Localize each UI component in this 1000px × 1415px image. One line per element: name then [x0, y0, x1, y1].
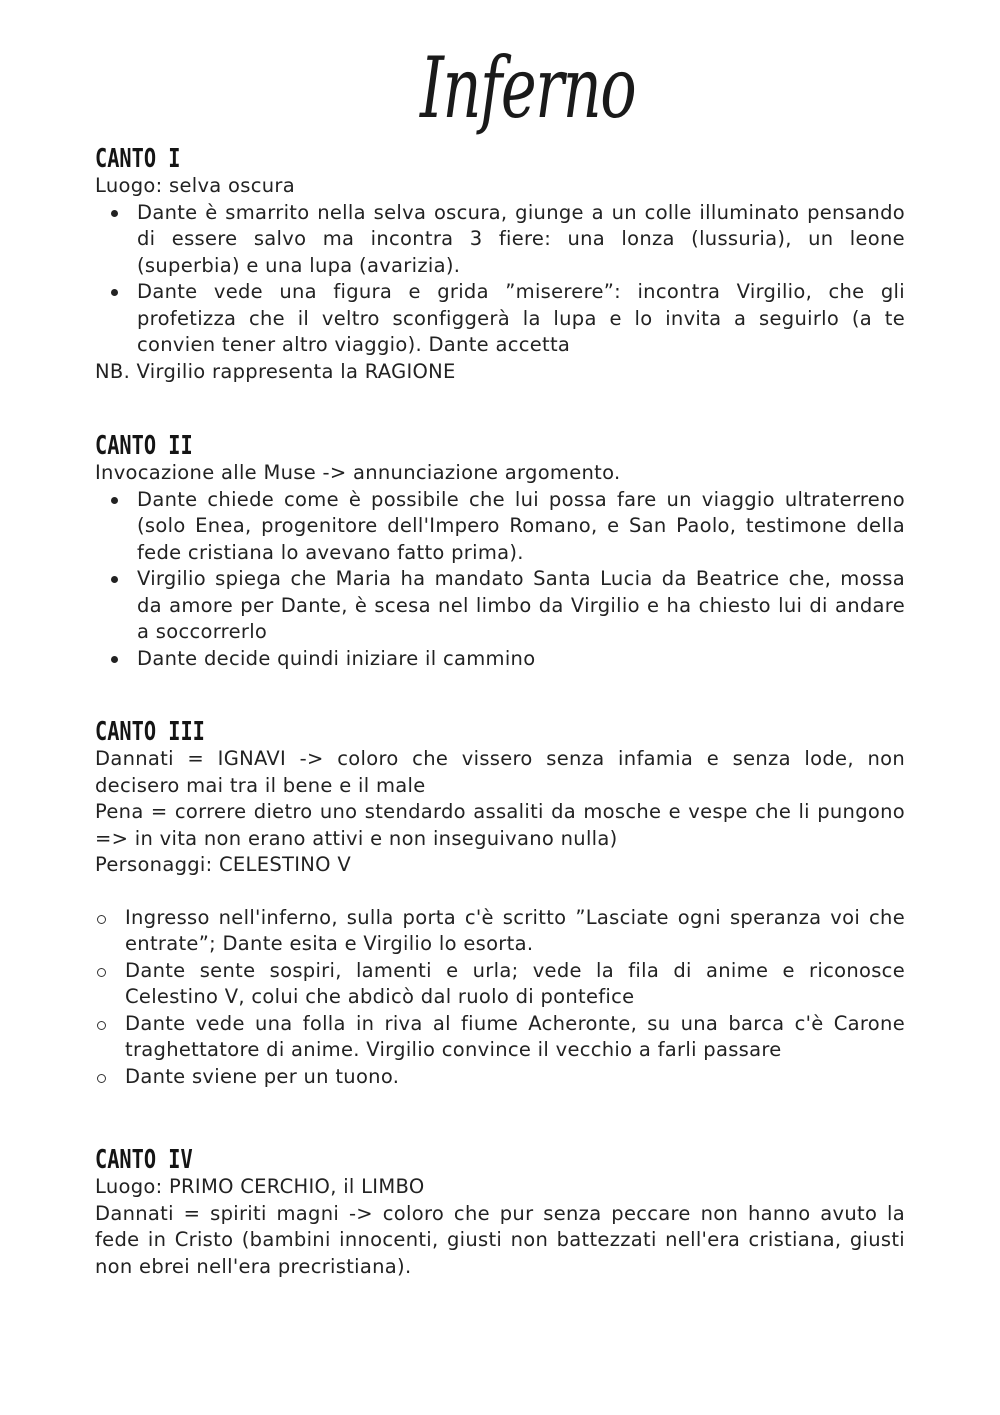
canto-2-heading: CANTO II: [95, 431, 193, 461]
list-item: Virgilio spiega che Maria ha mandato Santa Lucia da Beatrice che, mossa da amore per Dante, è scesa nel limbo da Virgilio e ha chiesto lui di andare a soccorrerlo: [95, 566, 905, 646]
list-item: Dante vede una figura e grida ”miserere”: incontra Virgilio, che gli profetizza che il veltro sconfiggerà la lupa e lo invita a seguirlo (a te convien tener altro viaggio). Dante accetta: [95, 279, 905, 359]
bullet-dot-icon: [111, 289, 118, 296]
bullet-dot-icon: [111, 497, 118, 504]
bullet-circle-icon: [97, 915, 106, 924]
canto-3-heading: CANTO III: [95, 717, 205, 747]
page-title: Inferno: [420, 39, 636, 137]
bullet-dot-icon: [111, 210, 118, 217]
bullet-dot-icon: [111, 576, 118, 583]
canto-3-bullet-list: [95, 905, 905, 1091]
canto-1-bullet-list: [95, 200, 905, 359]
canto-2-intro: Invocazione alle Muse -> annunciazione argomento.: [95, 461, 621, 484]
list-item: Dante sviene per un tuono.: [95, 1064, 905, 1091]
canto-2-bullet-list: [95, 487, 905, 673]
list-item: Ingresso nell'inferno, sulla porta c'è scritto ”Lasciate ogni speranza voi che entrate”; Dante esita e Virgilio lo esorta.: [95, 905, 905, 958]
canto-1-luogo: Luogo: selva oscura: [95, 174, 295, 197]
canto-1-note: NB. Virgilio rappresenta la RAGIONE: [95, 359, 456, 383]
canto-4-heading: CANTO IV: [95, 1145, 193, 1175]
canto-3-section: [95, 716, 905, 1090]
list-item: Dante è smarrito nella selva oscura, giunge a un colle illuminato pensando di essere salvo ma incontra 3 fiere: una lonza (lussuria), un leone (superbia) e una lupa (avarizia).: [95, 200, 905, 280]
canto-1-heading: CANTO I: [95, 144, 181, 174]
canto-1-section: [95, 143, 905, 385]
canto-4-dannati: Dannati = spiriti magni -> coloro che pur senza peccare non hanno avuto la fede in Cristo (bambini innocenti, giusti non battezzati nell'era cristiana, giusti non ebrei nell'era precristiana).: [95, 1201, 905, 1278]
bullet-circle-icon: [97, 1074, 106, 1083]
canto-4-section: [95, 1144, 905, 1280]
canto-3-personaggi: Personaggi: CELESTINO V: [95, 853, 351, 876]
canto-3-pena: Pena = correre dietro uno stendardo assaliti da mosche e vespe che li pungono => in vita non erano attivi e non inseguivano nulla): [95, 800, 905, 850]
bullet-circle-icon: [97, 968, 106, 977]
list-item: Dante sente sospiri, lamenti e urla; vede la fila di anime e riconosce Celestino V, colui che abdicò dal ruolo di pontefice: [95, 958, 905, 1011]
list-item: Dante vede una folla in riva al fiume Acheronte, su una barca c'è Carone traghettatore di anime. Virgilio convince il vecchio a farli passare: [95, 1011, 905, 1064]
canto-3-dannati: Dannati = IGNAVI -> coloro che vissero senza infamia e senza lode, non decisero mai tra il bene e il male: [95, 747, 905, 797]
bullet-circle-icon: [97, 1021, 106, 1030]
list-item: Dante chiede come è possibile che lui possa fare un viaggio ultraterreno (solo Enea, progenitore dell'Impero Romano, e San Paolo, testimone della fede cristiana lo avevano fatto prima).: [95, 487, 905, 567]
list-item: Dante decide quindi iniziare il cammino: [95, 646, 905, 673]
canto-2-section: [95, 430, 905, 672]
canto-4-luogo: Luogo: PRIMO CERCHIO, il LIMBO: [95, 1175, 425, 1198]
bullet-dot-icon: [111, 656, 118, 663]
